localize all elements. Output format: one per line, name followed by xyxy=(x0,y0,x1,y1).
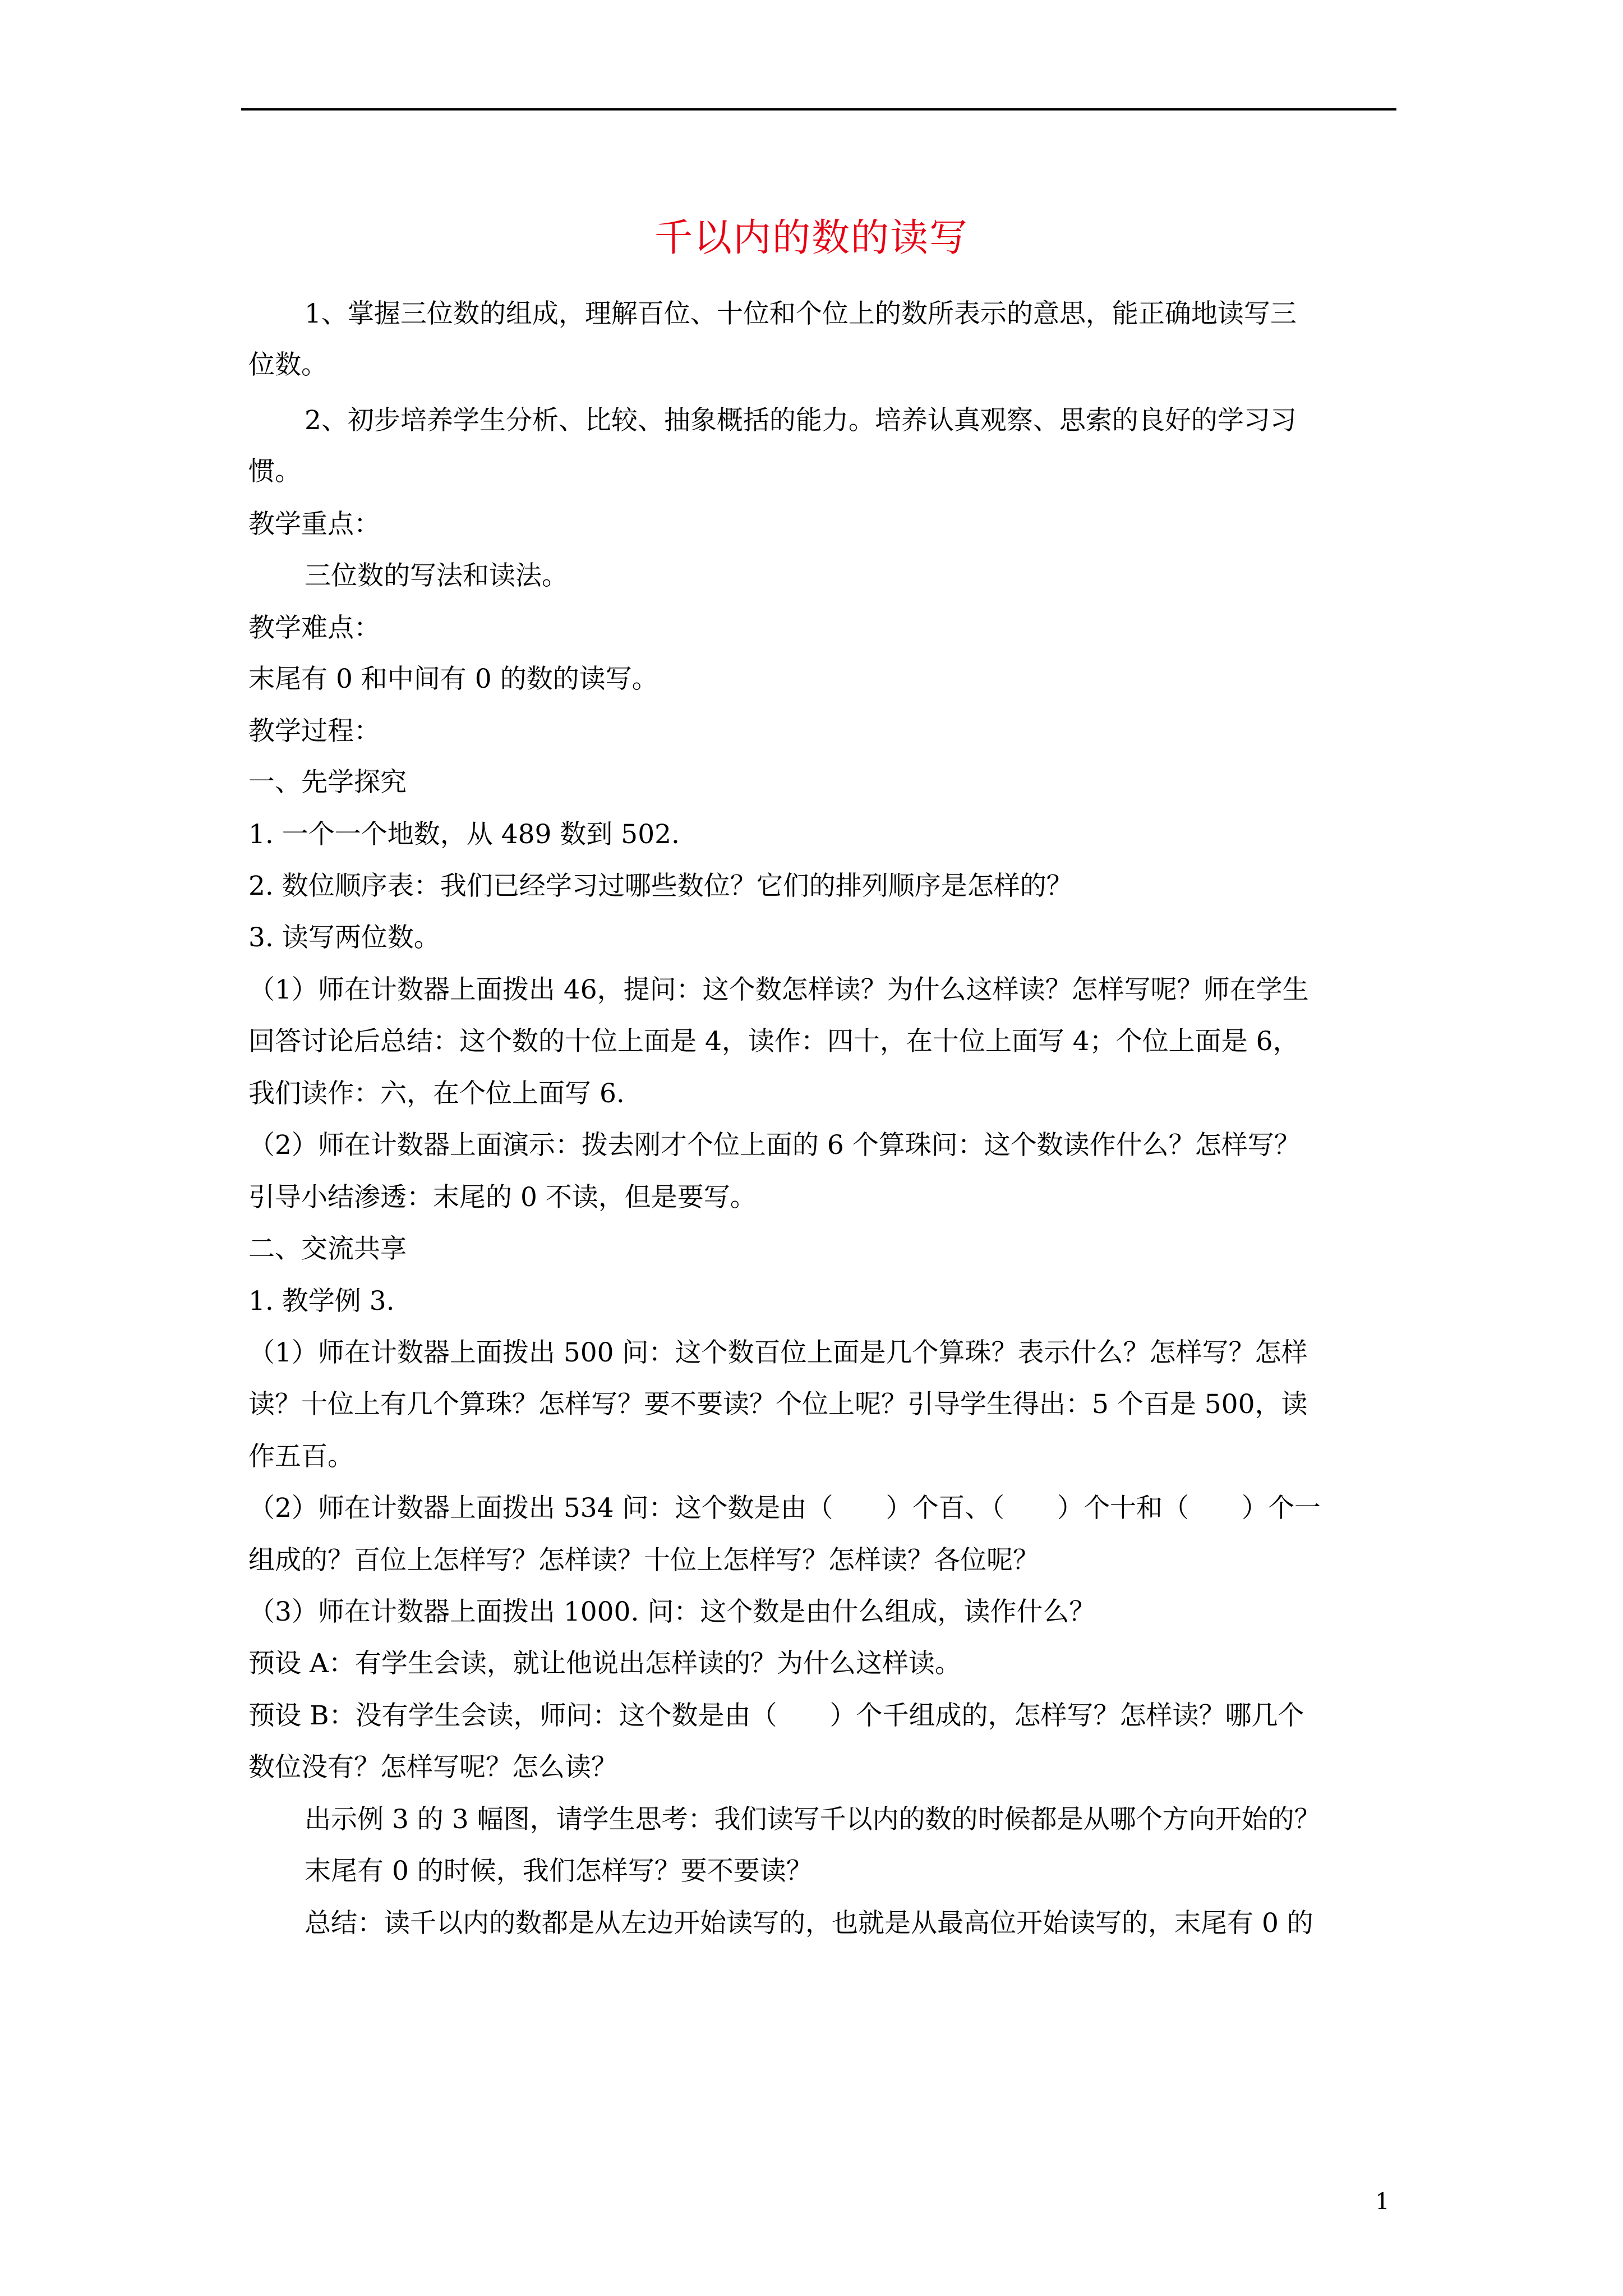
paragraph-line: 读？十位上有几个算珠？怎样写？要不要读？个位上呢？引导学生得出：5 个百是 500，读 xyxy=(248,1389,1308,1420)
paragraph-line: （3）师在计数器上面拨出 1000. 问：这个数是由什么组成，读作什么？ xyxy=(248,1596,1096,1627)
page-number: 1 xyxy=(1375,2189,1390,2215)
paragraph-line: 作五百。 xyxy=(248,1441,354,1472)
paragraph-line: 回答讨论后总结：这个数的十位上面是 4，读作：四十，在十位上面写 4；个位上面是 6， xyxy=(248,1026,1299,1057)
paragraph-line: 出示例 3 的 3 幅图，请学生思考：我们读写千以内的数的时候都是从哪个方向开始的？ xyxy=(305,1804,1321,1835)
paragraph-line: 3. 读写两位数。 xyxy=(248,922,440,953)
difficulties-text: 末尾有 0 和中间有 0 的数的读写。 xyxy=(248,664,658,694)
paragraph-line: （1）师在计数器上面拨出 46，提问：这个数怎样读？为什么这样读？怎样写呢？师在学生 xyxy=(248,974,1309,1005)
paragraph-line: （1）师在计数器上面拨出 500 问：这个数百位上面是几个算珠？表示什么？怎样写？怎样 xyxy=(248,1337,1308,1368)
objective-1-line-1: 1、掌握三位数的组成，理解百位、十位和个位上的数所表示的意思，能正确地读写三 xyxy=(305,298,1297,329)
section-heading-difficulties: 教学难点： xyxy=(248,613,380,643)
paragraph-line: 2. 数位顺序表：我们已经学习过哪些数位？它们的排列顺序是怎样的？ xyxy=(248,871,1073,901)
paragraph-line: 1. 一个一个地数，从 489 数到 502. xyxy=(248,819,680,850)
objective-2-line-2: 惯。 xyxy=(248,456,301,487)
paragraph-line: （2）师在计数器上面拨出 534 问：这个数是由（ ）个百、（ ）个十和（ ）个一 xyxy=(248,1493,1321,1524)
paragraph-line: 预设 A：有学生会读，就让他说出怎样读的？为什么这样读。 xyxy=(248,1648,961,1679)
paragraph-line: 总结：读千以内的数都是从左边开始读写的，也就是从最高位开始读写的，末尾有 0 的 xyxy=(305,1908,1313,1939)
paragraph-line: 我们读作：六，在个位上面写 6. xyxy=(248,1078,625,1109)
paragraph-line: 1. 教学例 3. xyxy=(248,1286,395,1317)
part-1-heading: 一、先学探究 xyxy=(248,767,407,798)
paragraph-line: （2）师在计数器上面演示：拨去刚才个位上面的 6 个算珠问：这个数读作什么？怎样写？ xyxy=(248,1130,1301,1161)
key-points-text: 三位数的写法和读法。 xyxy=(305,560,568,591)
paragraph-line: 组成的？百位上怎样写？怎样读？十位上怎样写？怎样读？各位呢？ xyxy=(248,1545,1039,1576)
section-heading-process: 教学过程： xyxy=(248,716,380,747)
paragraph-line: 末尾有 0 的时候，我们怎样写？要不要读？ xyxy=(305,1856,813,1887)
header-rule xyxy=(241,108,1396,111)
objective-2-line-1: 2、初步培养学生分析、比较、抽象概括的能力。培养认真观察、思索的良好的学习习 xyxy=(305,405,1297,436)
objective-1-line-2: 位数。 xyxy=(248,349,328,380)
document-title: 千以内的数的读写 xyxy=(654,216,969,260)
part-2-heading: 二、交流共享 xyxy=(248,1234,407,1264)
paragraph-line: 数位没有？怎样写呢？怎么读？ xyxy=(248,1752,617,1783)
paragraph-line: 预设 B：没有学生会读，师问：这个数是由（ ）个千组成的，怎样写？怎样读？哪几个 xyxy=(248,1700,1304,1731)
section-heading-key-points: 教学重点： xyxy=(248,509,380,540)
paragraph-line: 引导小结渗透：末尾的 0 不读，但是要写。 xyxy=(248,1182,757,1213)
